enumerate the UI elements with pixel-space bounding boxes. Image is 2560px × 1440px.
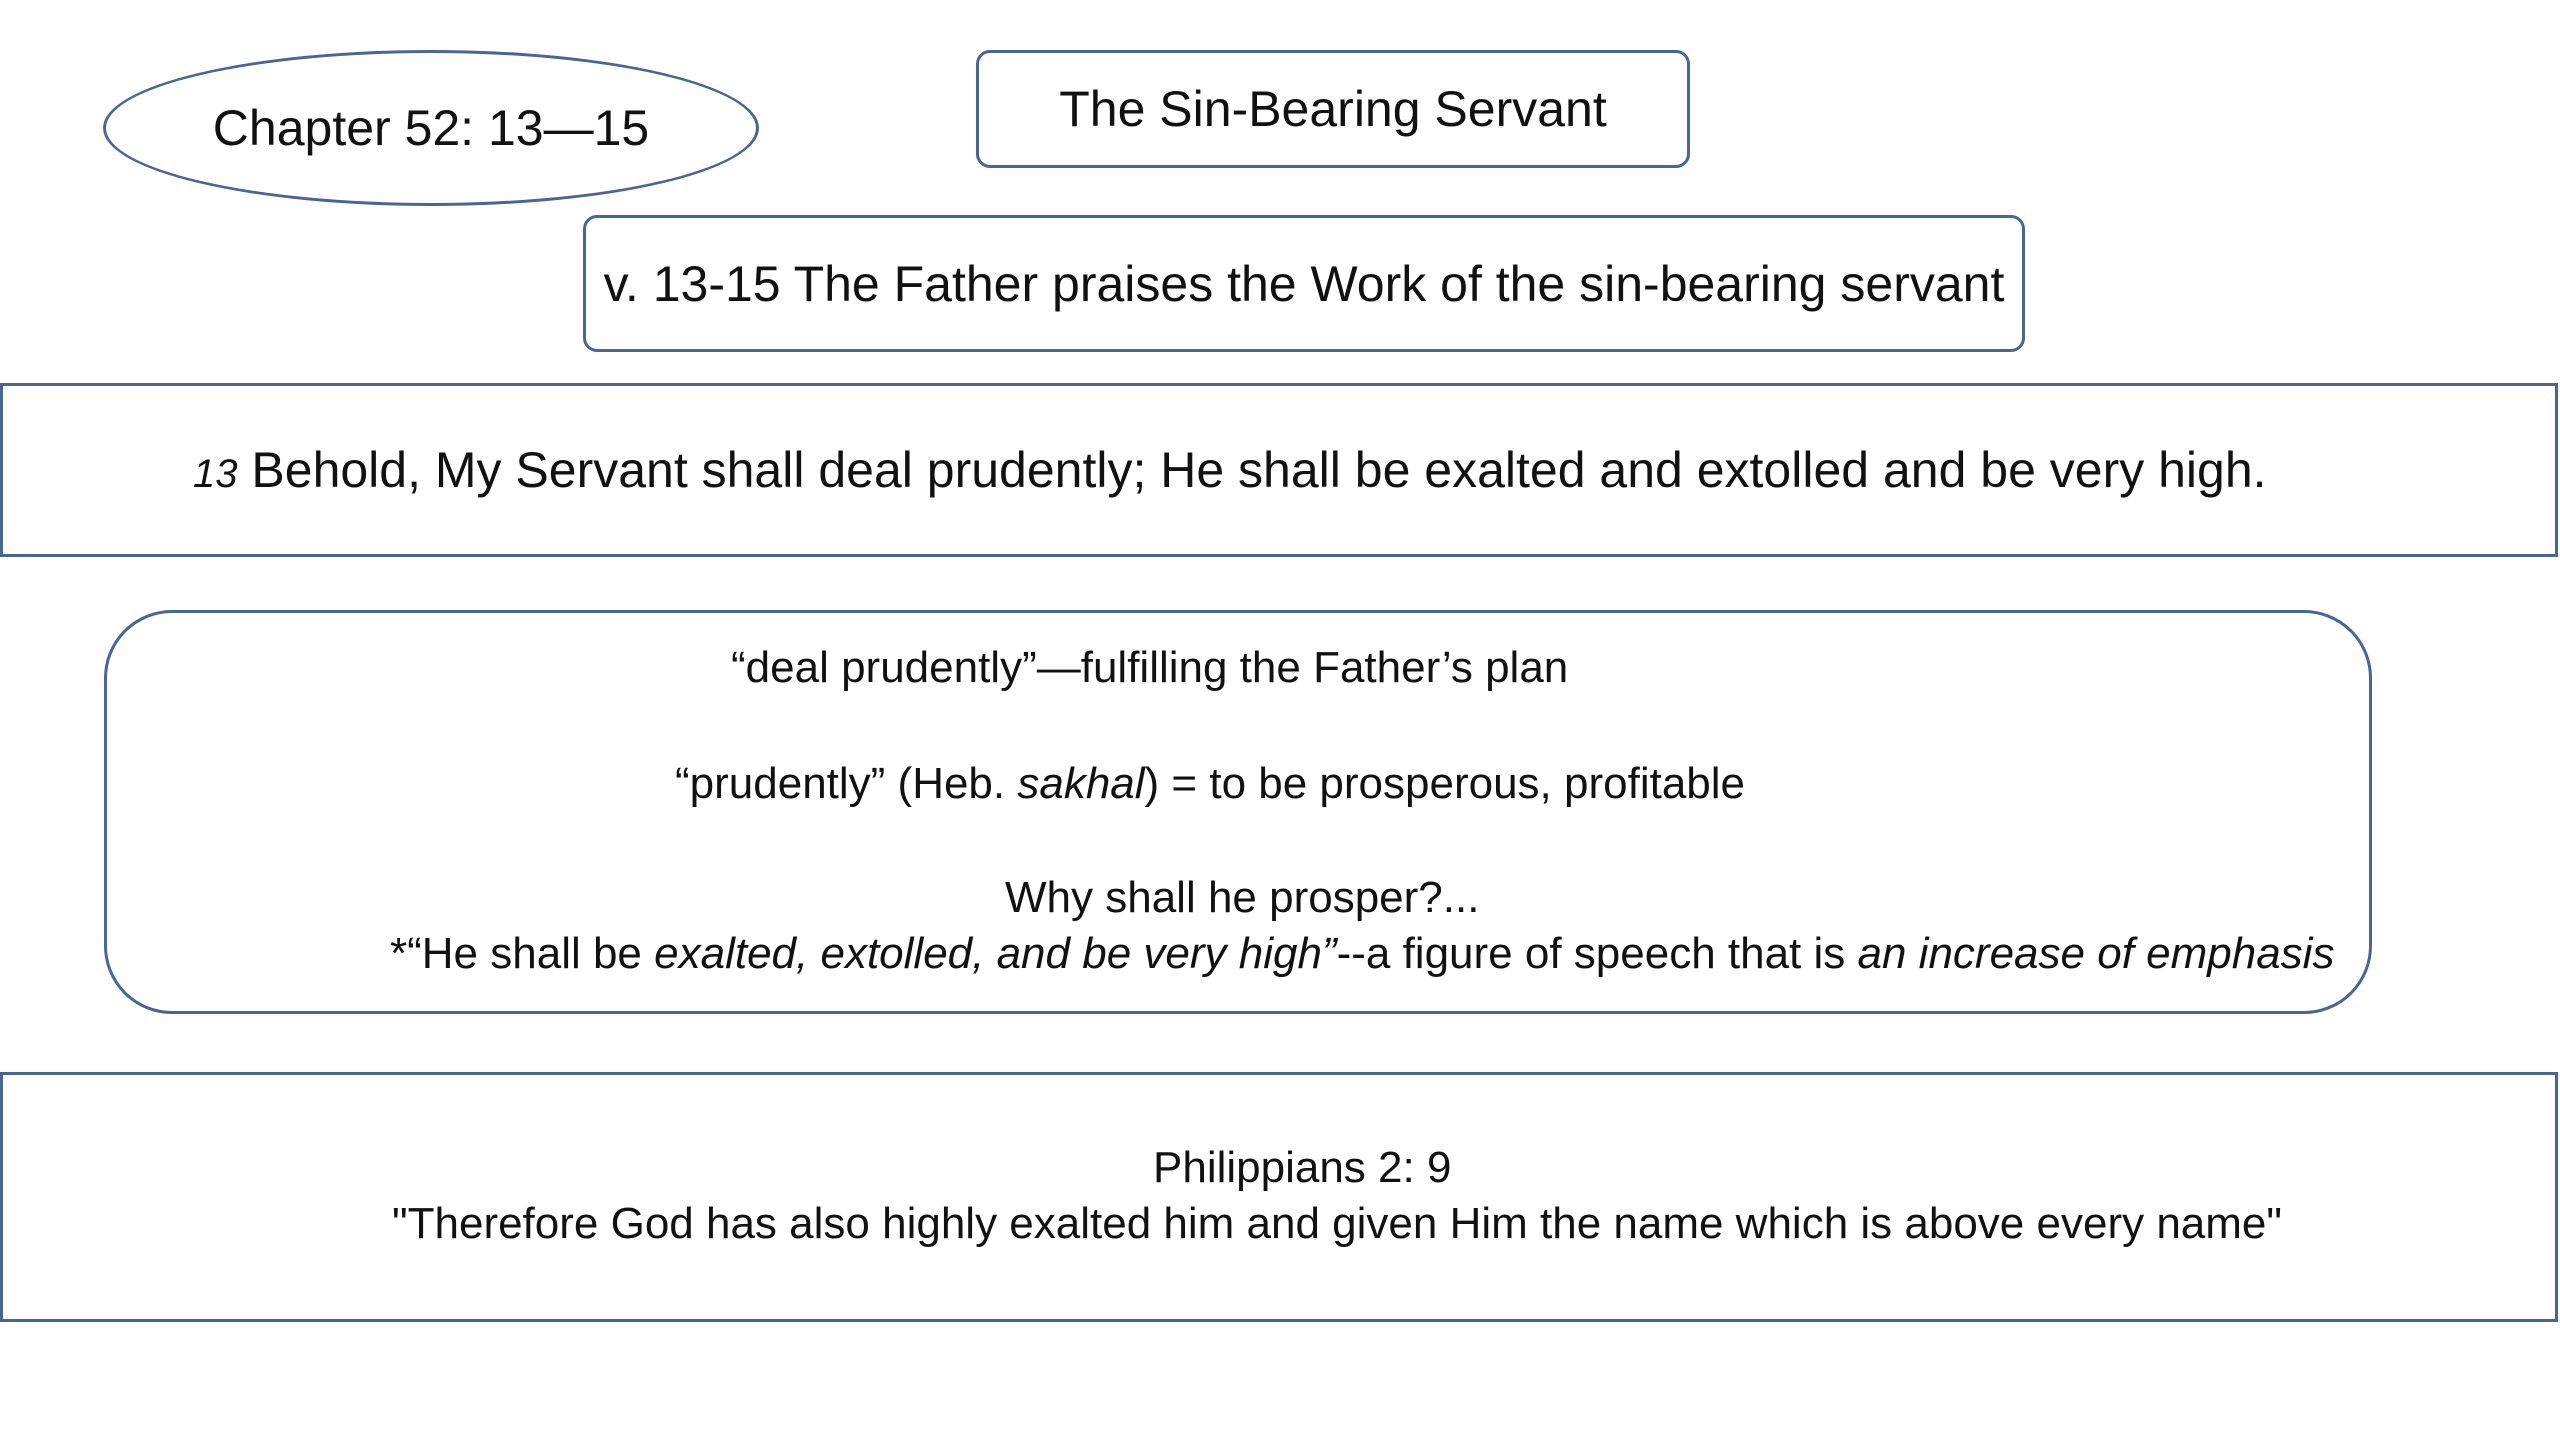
chapter-label [103, 50, 759, 206]
note-deal-prudently: “deal prudently”—fulfilling the Father’s plan [731, 643, 1569, 692]
slide-subtitle: v. 13-15 The Father praises the Work of the sin-bearing servant [603, 255, 2005, 312]
notes-box [104, 610, 2372, 1014]
note-hebrew-word: sakhal [1017, 759, 1145, 808]
note-question: Why shall he prosper?... [1005, 873, 1480, 922]
note-hebrew-prefix: “prudently” (Heb. [675, 759, 1018, 808]
note-hebrew-definition [675, 759, 1745, 809]
note-hebrew-meaning: ) = to be prosperous, profitable [1144, 759, 1746, 808]
note-fos-emphasis: an increase of emphasis [1857, 929, 2335, 978]
verse-text: Behold, My Servant shall deal prudently; He shall be exalted and extolled and be very high. [251, 442, 2267, 498]
chapter-text: Chapter 52: 13—15 [212, 100, 650, 156]
slide-title: The Sin-Bearing Servant [1059, 81, 1607, 137]
note-figure-of-speech [390, 929, 2334, 979]
philippians-box [0, 1072, 2558, 1322]
verse-number: 13 [193, 452, 238, 496]
philippians-reference: Philippians 2: 9 [1153, 1143, 1452, 1192]
verse-line [193, 441, 2267, 499]
note-fos-phrase: exalted, extolled, and be very high” [654, 929, 1337, 978]
title-box [976, 50, 1690, 168]
philippians-quote: "Therefore God has also highly exalted him and given Him the name which is above every name" [392, 1199, 2283, 1248]
verse-box [0, 383, 2558, 557]
note-fos-prefix: *“He shall be [390, 929, 655, 978]
subtitle-box [583, 215, 2025, 352]
note-fos-middle: --a figure of speech that is [1336, 929, 1858, 978]
